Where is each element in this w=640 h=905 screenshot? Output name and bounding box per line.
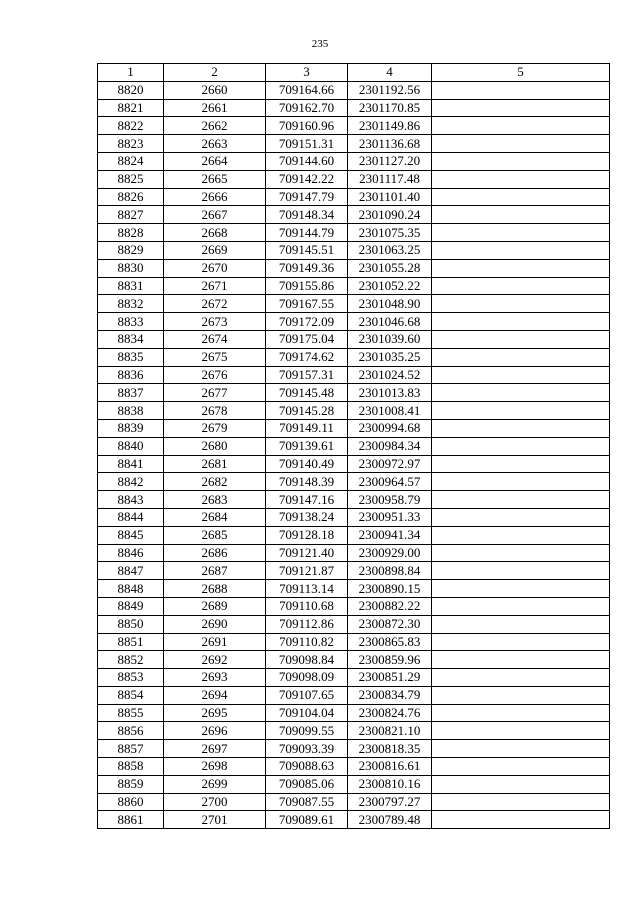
cell-x: 709104.04 bbox=[266, 704, 348, 722]
cell-y: 2300816.61 bbox=[348, 758, 432, 776]
column-header-3: 3 bbox=[266, 64, 348, 82]
cell-x: 709148.34 bbox=[266, 206, 348, 224]
table-row bbox=[98, 277, 610, 295]
cell-y: 2300941.34 bbox=[348, 526, 432, 544]
cell-index: 2692 bbox=[164, 651, 266, 669]
cell-index: 2682 bbox=[164, 473, 266, 491]
column-header-2: 2 bbox=[164, 64, 266, 82]
cell-index: 2664 bbox=[164, 152, 266, 170]
cell-point-number: 8837 bbox=[98, 384, 164, 402]
cell-index: 2694 bbox=[164, 686, 266, 704]
cell-index: 2666 bbox=[164, 188, 266, 206]
cell-x: 709148.39 bbox=[266, 473, 348, 491]
cell-point-number: 8845 bbox=[98, 526, 164, 544]
cell-y: 2300929.00 bbox=[348, 544, 432, 562]
cell-notes bbox=[432, 437, 610, 455]
cell-y: 2301039.60 bbox=[348, 330, 432, 348]
cell-point-number: 8833 bbox=[98, 313, 164, 331]
cell-notes bbox=[432, 348, 610, 366]
table-row bbox=[98, 651, 610, 669]
page-number: 235 bbox=[311, 38, 329, 50]
cell-x: 709089.61 bbox=[266, 811, 348, 829]
cell-y: 2300958.79 bbox=[348, 491, 432, 509]
cell-index: 2686 bbox=[164, 544, 266, 562]
table-row bbox=[98, 99, 610, 117]
cell-index: 2687 bbox=[164, 562, 266, 580]
cell-y: 2301101.40 bbox=[348, 188, 432, 206]
cell-index: 2685 bbox=[164, 526, 266, 544]
cell-notes bbox=[432, 206, 610, 224]
cell-x: 709157.31 bbox=[266, 366, 348, 384]
cell-point-number: 8834 bbox=[98, 330, 164, 348]
cell-notes bbox=[432, 152, 610, 170]
column-header-4: 4 bbox=[348, 64, 432, 82]
cell-x: 709144.79 bbox=[266, 224, 348, 242]
cell-x: 709121.40 bbox=[266, 544, 348, 562]
cell-notes bbox=[432, 330, 610, 348]
table-row bbox=[98, 580, 610, 598]
cell-index: 2684 bbox=[164, 508, 266, 526]
cell-x: 709093.39 bbox=[266, 740, 348, 758]
cell-y: 2300851.29 bbox=[348, 669, 432, 687]
table-row bbox=[98, 722, 610, 740]
cell-y: 2300984.34 bbox=[348, 437, 432, 455]
cell-index: 2660 bbox=[164, 81, 266, 99]
cell-index: 2701 bbox=[164, 811, 266, 829]
table-row bbox=[98, 366, 610, 384]
cell-point-number: 8847 bbox=[98, 562, 164, 580]
table-row bbox=[98, 669, 610, 687]
cell-x: 709147.16 bbox=[266, 491, 348, 509]
cell-index: 2700 bbox=[164, 793, 266, 811]
cell-x: 709145.28 bbox=[266, 402, 348, 420]
cell-x: 709155.86 bbox=[266, 277, 348, 295]
table-row bbox=[98, 491, 610, 509]
cell-x: 709107.65 bbox=[266, 686, 348, 704]
cell-point-number: 8849 bbox=[98, 597, 164, 615]
cell-point-number: 8846 bbox=[98, 544, 164, 562]
cell-y: 2301192.56 bbox=[348, 81, 432, 99]
cell-y: 2301149.86 bbox=[348, 117, 432, 135]
table-row bbox=[98, 686, 610, 704]
cell-notes bbox=[432, 313, 610, 331]
cell-point-number: 8850 bbox=[98, 615, 164, 633]
cell-index: 2672 bbox=[164, 295, 266, 313]
cell-x: 709175.04 bbox=[266, 330, 348, 348]
cell-point-number: 8840 bbox=[98, 437, 164, 455]
cell-point-number: 8836 bbox=[98, 366, 164, 384]
cell-point-number: 8824 bbox=[98, 152, 164, 170]
cell-index: 2668 bbox=[164, 224, 266, 242]
cell-x: 709142.22 bbox=[266, 170, 348, 188]
cell-notes bbox=[432, 669, 610, 687]
table-row bbox=[98, 811, 610, 829]
cell-y: 2301024.52 bbox=[348, 366, 432, 384]
cell-index: 2690 bbox=[164, 615, 266, 633]
cell-notes bbox=[432, 562, 610, 580]
cell-index: 2689 bbox=[164, 597, 266, 615]
cell-x: 709085.06 bbox=[266, 775, 348, 793]
cell-y: 2300834.79 bbox=[348, 686, 432, 704]
cell-x: 709160.96 bbox=[266, 117, 348, 135]
cell-notes bbox=[432, 402, 610, 420]
cell-y: 2301048.90 bbox=[348, 295, 432, 313]
cell-point-number: 8860 bbox=[98, 793, 164, 811]
cell-index: 2699 bbox=[164, 775, 266, 793]
table-row bbox=[98, 562, 610, 580]
cell-notes bbox=[432, 580, 610, 598]
cell-point-number: 8841 bbox=[98, 455, 164, 473]
cell-index: 2669 bbox=[164, 241, 266, 259]
cell-y: 2301170.85 bbox=[348, 99, 432, 117]
cell-x: 709145.51 bbox=[266, 241, 348, 259]
cell-x: 709172.09 bbox=[266, 313, 348, 331]
table-row bbox=[98, 224, 610, 242]
cell-x: 709088.63 bbox=[266, 758, 348, 776]
table-row bbox=[98, 313, 610, 331]
cell-notes bbox=[432, 135, 610, 153]
cell-x: 709099.55 bbox=[266, 722, 348, 740]
table-row bbox=[98, 455, 610, 473]
cell-point-number: 8852 bbox=[98, 651, 164, 669]
column-header-1: 1 bbox=[98, 64, 164, 82]
cell-notes bbox=[432, 544, 610, 562]
cell-point-number: 8859 bbox=[98, 775, 164, 793]
cell-notes bbox=[432, 740, 610, 758]
table-row bbox=[98, 419, 610, 437]
cell-x: 709087.55 bbox=[266, 793, 348, 811]
table-row bbox=[98, 793, 610, 811]
cell-index: 2681 bbox=[164, 455, 266, 473]
cell-y: 2300865.83 bbox=[348, 633, 432, 651]
table-row bbox=[98, 259, 610, 277]
cell-point-number: 8853 bbox=[98, 669, 164, 687]
table-row bbox=[98, 597, 610, 615]
table-row bbox=[98, 544, 610, 562]
cell-point-number: 8831 bbox=[98, 277, 164, 295]
table-row bbox=[98, 295, 610, 313]
cell-y: 2301008.41 bbox=[348, 402, 432, 420]
table-row bbox=[98, 740, 610, 758]
cell-point-number: 8820 bbox=[98, 81, 164, 99]
cell-index: 2661 bbox=[164, 99, 266, 117]
cell-y: 2301063.25 bbox=[348, 241, 432, 259]
cell-point-number: 8826 bbox=[98, 188, 164, 206]
cell-y: 2300964.57 bbox=[348, 473, 432, 491]
cell-index: 2697 bbox=[164, 740, 266, 758]
cell-index: 2678 bbox=[164, 402, 266, 420]
cell-y: 2300872.30 bbox=[348, 615, 432, 633]
cell-index: 2696 bbox=[164, 722, 266, 740]
cell-x: 709113.14 bbox=[266, 580, 348, 598]
table-row bbox=[98, 704, 610, 722]
table-row bbox=[98, 508, 610, 526]
cell-index: 2667 bbox=[164, 206, 266, 224]
cell-notes bbox=[432, 224, 610, 242]
cell-y: 2301055.28 bbox=[348, 259, 432, 277]
table-row bbox=[98, 152, 610, 170]
cell-notes bbox=[432, 651, 610, 669]
cell-index: 2662 bbox=[164, 117, 266, 135]
cell-y: 2301052.22 bbox=[348, 277, 432, 295]
cell-y: 2300789.48 bbox=[348, 811, 432, 829]
cell-notes bbox=[432, 491, 610, 509]
cell-y: 2301075.35 bbox=[348, 224, 432, 242]
table-row bbox=[98, 188, 610, 206]
cell-index: 2679 bbox=[164, 419, 266, 437]
cell-index: 2698 bbox=[164, 758, 266, 776]
table-row bbox=[98, 473, 610, 491]
cell-y: 2300821.10 bbox=[348, 722, 432, 740]
cell-point-number: 8839 bbox=[98, 419, 164, 437]
cell-notes bbox=[432, 241, 610, 259]
table-row bbox=[98, 402, 610, 420]
cell-index: 2670 bbox=[164, 259, 266, 277]
table-body bbox=[98, 81, 610, 828]
cell-point-number: 8825 bbox=[98, 170, 164, 188]
cell-index: 2691 bbox=[164, 633, 266, 651]
table-row bbox=[98, 241, 610, 259]
cell-x: 709098.09 bbox=[266, 669, 348, 687]
cell-point-number: 8829 bbox=[98, 241, 164, 259]
cell-y: 2301117.48 bbox=[348, 170, 432, 188]
cell-notes bbox=[432, 793, 610, 811]
cell-y: 2300818.35 bbox=[348, 740, 432, 758]
cell-index: 2673 bbox=[164, 313, 266, 331]
cell-index: 2677 bbox=[164, 384, 266, 402]
cell-y: 2301127.20 bbox=[348, 152, 432, 170]
cell-notes bbox=[432, 419, 610, 437]
cell-y: 2301013.83 bbox=[348, 384, 432, 402]
cell-notes bbox=[432, 704, 610, 722]
cell-index: 2674 bbox=[164, 330, 266, 348]
cell-point-number: 8821 bbox=[98, 99, 164, 117]
cell-y: 2300994.68 bbox=[348, 419, 432, 437]
cell-x: 709145.48 bbox=[266, 384, 348, 402]
table-row bbox=[98, 348, 610, 366]
cell-notes bbox=[432, 473, 610, 491]
coordinates-table bbox=[97, 63, 610, 829]
cell-point-number: 8858 bbox=[98, 758, 164, 776]
cell-index: 2680 bbox=[164, 437, 266, 455]
cell-point-number: 8854 bbox=[98, 686, 164, 704]
cell-index: 2688 bbox=[164, 580, 266, 598]
table-row bbox=[98, 81, 610, 99]
cell-point-number: 8856 bbox=[98, 722, 164, 740]
cell-x: 709162.70 bbox=[266, 99, 348, 117]
cell-x: 709140.49 bbox=[266, 455, 348, 473]
cell-x: 709149.11 bbox=[266, 419, 348, 437]
table-row bbox=[98, 633, 610, 651]
cell-point-number: 8844 bbox=[98, 508, 164, 526]
cell-notes bbox=[432, 259, 610, 277]
cell-notes bbox=[432, 508, 610, 526]
cell-point-number: 8857 bbox=[98, 740, 164, 758]
cell-index: 2663 bbox=[164, 135, 266, 153]
cell-point-number: 8851 bbox=[98, 633, 164, 651]
cell-point-number: 8842 bbox=[98, 473, 164, 491]
column-header-5: 5 bbox=[432, 64, 610, 82]
cell-notes bbox=[432, 277, 610, 295]
cell-x: 709128.18 bbox=[266, 526, 348, 544]
cell-notes bbox=[432, 170, 610, 188]
cell-x: 709098.84 bbox=[266, 651, 348, 669]
cell-y: 2301136.68 bbox=[348, 135, 432, 153]
cell-y: 2301035.25 bbox=[348, 348, 432, 366]
cell-x: 709151.31 bbox=[266, 135, 348, 153]
cell-index: 2693 bbox=[164, 669, 266, 687]
cell-x: 709110.68 bbox=[266, 597, 348, 615]
cell-notes bbox=[432, 633, 610, 651]
table-row bbox=[98, 330, 610, 348]
cell-notes bbox=[432, 686, 610, 704]
cell-index: 2683 bbox=[164, 491, 266, 509]
table-row bbox=[98, 775, 610, 793]
table-row bbox=[98, 437, 610, 455]
cell-x: 709149.36 bbox=[266, 259, 348, 277]
cell-y: 2300797.27 bbox=[348, 793, 432, 811]
cell-notes bbox=[432, 384, 610, 402]
cell-notes bbox=[432, 188, 610, 206]
table-row bbox=[98, 758, 610, 776]
cell-x: 709167.55 bbox=[266, 295, 348, 313]
table-row bbox=[98, 135, 610, 153]
cell-notes bbox=[432, 81, 610, 99]
cell-notes bbox=[432, 597, 610, 615]
cell-x: 709147.79 bbox=[266, 188, 348, 206]
table-row bbox=[98, 170, 610, 188]
cell-y: 2300951.33 bbox=[348, 508, 432, 526]
cell-y: 2300859.96 bbox=[348, 651, 432, 669]
cell-y: 2300882.22 bbox=[348, 597, 432, 615]
cell-notes bbox=[432, 366, 610, 384]
cell-notes bbox=[432, 455, 610, 473]
table-row bbox=[98, 526, 610, 544]
cell-point-number: 8822 bbox=[98, 117, 164, 135]
table-row bbox=[98, 206, 610, 224]
cell-notes bbox=[432, 117, 610, 135]
cell-point-number: 8855 bbox=[98, 704, 164, 722]
cell-x: 709121.87 bbox=[266, 562, 348, 580]
cell-point-number: 8843 bbox=[98, 491, 164, 509]
cell-y: 2300810.16 bbox=[348, 775, 432, 793]
table-header bbox=[98, 64, 610, 82]
cell-point-number: 8861 bbox=[98, 811, 164, 829]
cell-index: 2676 bbox=[164, 366, 266, 384]
cell-y: 2300824.76 bbox=[348, 704, 432, 722]
cell-notes bbox=[432, 99, 610, 117]
cell-x: 709144.60 bbox=[266, 152, 348, 170]
cell-notes bbox=[432, 722, 610, 740]
cell-point-number: 8832 bbox=[98, 295, 164, 313]
cell-y: 2300890.15 bbox=[348, 580, 432, 598]
cell-y: 2301046.68 bbox=[348, 313, 432, 331]
cell-point-number: 8830 bbox=[98, 259, 164, 277]
cell-x: 709174.62 bbox=[266, 348, 348, 366]
cell-notes bbox=[432, 758, 610, 776]
cell-index: 2671 bbox=[164, 277, 266, 295]
table-row bbox=[98, 384, 610, 402]
cell-point-number: 8835 bbox=[98, 348, 164, 366]
header-row bbox=[98, 64, 610, 82]
cell-x: 709112.86 bbox=[266, 615, 348, 633]
cell-x: 709164.66 bbox=[266, 81, 348, 99]
cell-index: 2665 bbox=[164, 170, 266, 188]
cell-x: 709110.82 bbox=[266, 633, 348, 651]
cell-y: 2301090.24 bbox=[348, 206, 432, 224]
table-row bbox=[98, 615, 610, 633]
cell-index: 2675 bbox=[164, 348, 266, 366]
cell-y: 2300898.84 bbox=[348, 562, 432, 580]
cell-notes bbox=[432, 811, 610, 829]
cell-point-number: 8828 bbox=[98, 224, 164, 242]
table-row bbox=[98, 117, 610, 135]
cell-point-number: 8823 bbox=[98, 135, 164, 153]
cell-point-number: 8827 bbox=[98, 206, 164, 224]
cell-x: 709138.24 bbox=[266, 508, 348, 526]
cell-notes bbox=[432, 526, 610, 544]
cell-point-number: 8838 bbox=[98, 402, 164, 420]
cell-notes bbox=[432, 295, 610, 313]
cell-x: 709139.61 bbox=[266, 437, 348, 455]
cell-point-number: 8848 bbox=[98, 580, 164, 598]
cell-notes bbox=[432, 775, 610, 793]
cell-y: 2300972.97 bbox=[348, 455, 432, 473]
cell-index: 2695 bbox=[164, 704, 266, 722]
cell-notes bbox=[432, 615, 610, 633]
